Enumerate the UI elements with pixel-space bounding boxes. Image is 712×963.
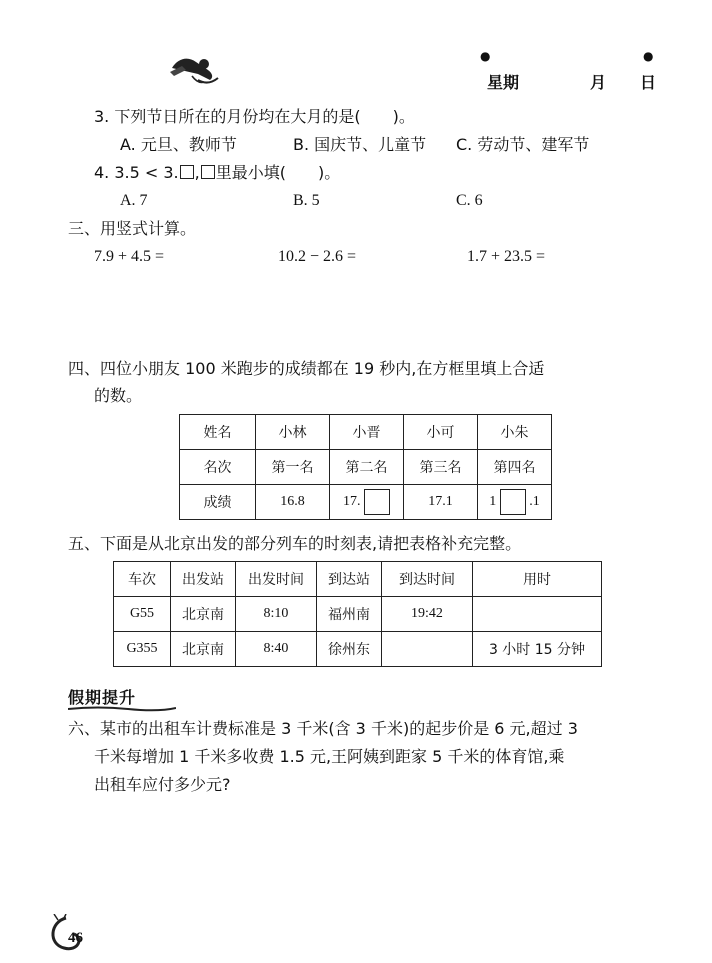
question-4-stem-comma: ,: [194, 163, 200, 182]
question-4-option-b: B. 5: [293, 192, 320, 209]
rank-cell: 第三名: [404, 450, 478, 485]
header-cell: 车次: [114, 562, 171, 597]
table-row: [180, 450, 552, 485]
section-6-line-3: 出租车应付多少元?: [94, 775, 231, 794]
month-label: 月: [590, 73, 607, 92]
departure-station-cell: 北京南: [171, 597, 236, 632]
table-row: [180, 485, 552, 520]
weekday-label: 星期: [487, 73, 520, 92]
question-4-stem: [94, 162, 340, 184]
grades-table: [179, 414, 552, 520]
blank-square-icon: [201, 165, 215, 179]
header-cell: 到达站: [317, 562, 382, 597]
duration-cell-blank[interactable]: [473, 597, 602, 632]
badge-label: 假期提升: [68, 688, 137, 707]
section-4-line-2: 的数。: [94, 386, 143, 405]
arrival-station-cell: 福州南: [317, 597, 382, 632]
weekday-dot-icon: ●: [480, 49, 491, 63]
calc-expression-1: 7.9 + 4.5 =: [94, 248, 165, 265]
header-cell: 出发站: [171, 562, 236, 597]
badge-underline-icon: [68, 706, 176, 712]
holiday-boost-badge: [68, 685, 136, 708]
question-4-stem-end: 里最小填( )。: [215, 163, 341, 182]
score-cell: [478, 485, 552, 520]
section-6-line-1: 六、某市的出租车计费标准是 3 千米(含 3 千米)的起步价是 6 元,超过 3: [68, 719, 578, 738]
score-cell: [330, 485, 404, 520]
header-cell: 到达时间: [382, 562, 473, 597]
question-3-stem: 3. 下列节日所在的月份均在大月的是( )。: [94, 107, 415, 126]
answer-box[interactable]: [500, 489, 526, 515]
blank-square-icon: [180, 165, 194, 179]
header-cell: 用时: [473, 562, 602, 597]
table-row: [114, 632, 602, 667]
calc-expression-3: 1.7 + 23.5 =: [467, 248, 546, 265]
header-cell: 小可: [404, 415, 478, 450]
departure-station-cell: 北京南: [171, 632, 236, 667]
departure-time-cell: 8:40: [236, 632, 317, 667]
score-suffix: .1: [529, 494, 540, 510]
header-cell: 小林: [256, 415, 330, 450]
question-4-option-a: A. 7: [120, 192, 148, 209]
table-row: [114, 562, 602, 597]
question-4-stem-start: 4. 3.5 < 3.: [94, 163, 179, 182]
score-cell: 17.1: [404, 485, 478, 520]
section-4-line-1: 四、四位小朋友 100 米跑步的成绩都在 19 秒内,在方框里填上合适: [68, 359, 545, 378]
table-row: [180, 415, 552, 450]
page-number: 46: [68, 930, 83, 946]
section-6-line-2: 千米每增加 1 千米多收费 1.5 元,王阿姨到距家 5 千米的体育馆,乘: [94, 747, 565, 766]
section-3-title: 三、用竖式计算。: [68, 219, 197, 238]
question-3-option-a: A. 元旦、教师节: [120, 135, 237, 154]
arrival-time-cell: 19:42: [382, 597, 473, 632]
header-cell: 出发时间: [236, 562, 317, 597]
question-3-option-b: B. 国庆节、儿童节: [293, 135, 427, 154]
question-3-option-c: C. 劳动节、建军节: [456, 135, 590, 154]
rank-cell: 第四名: [478, 450, 552, 485]
day-dot-icon: ●: [643, 49, 654, 63]
header-cell: 小朱: [478, 415, 552, 450]
section-5-title: 五、下面是从北京出发的部分列车的时刻表,请把表格补充完整。: [68, 534, 522, 553]
question-4-option-c: C. 6: [456, 192, 483, 209]
header-cell-name: 姓名: [180, 415, 256, 450]
day-label: 日: [640, 73, 657, 92]
duration-cell: 3 小时 15 分钟: [473, 632, 602, 667]
rank-cell: 第二名: [330, 450, 404, 485]
row-label-rank: 名次: [180, 450, 256, 485]
header-logo-icon: [168, 50, 220, 88]
score-prefix: 1: [489, 494, 497, 510]
header-cell: 小晋: [330, 415, 404, 450]
train-number-cell: G355: [114, 632, 171, 667]
rank-cell: 第一名: [256, 450, 330, 485]
score-prefix: 17.: [343, 494, 361, 510]
calc-expression-2: 10.2 − 2.6 =: [278, 248, 357, 265]
table-row: [114, 597, 602, 632]
answer-box[interactable]: [364, 489, 390, 515]
departure-time-cell: 8:10: [236, 597, 317, 632]
train-timetable: [113, 561, 602, 667]
arrival-station-cell: 徐州东: [317, 632, 382, 667]
arrival-time-cell-blank[interactable]: [382, 632, 473, 667]
train-number-cell: G55: [114, 597, 171, 632]
row-label-score: 成绩: [180, 485, 256, 520]
score-cell: 16.8: [256, 485, 330, 520]
